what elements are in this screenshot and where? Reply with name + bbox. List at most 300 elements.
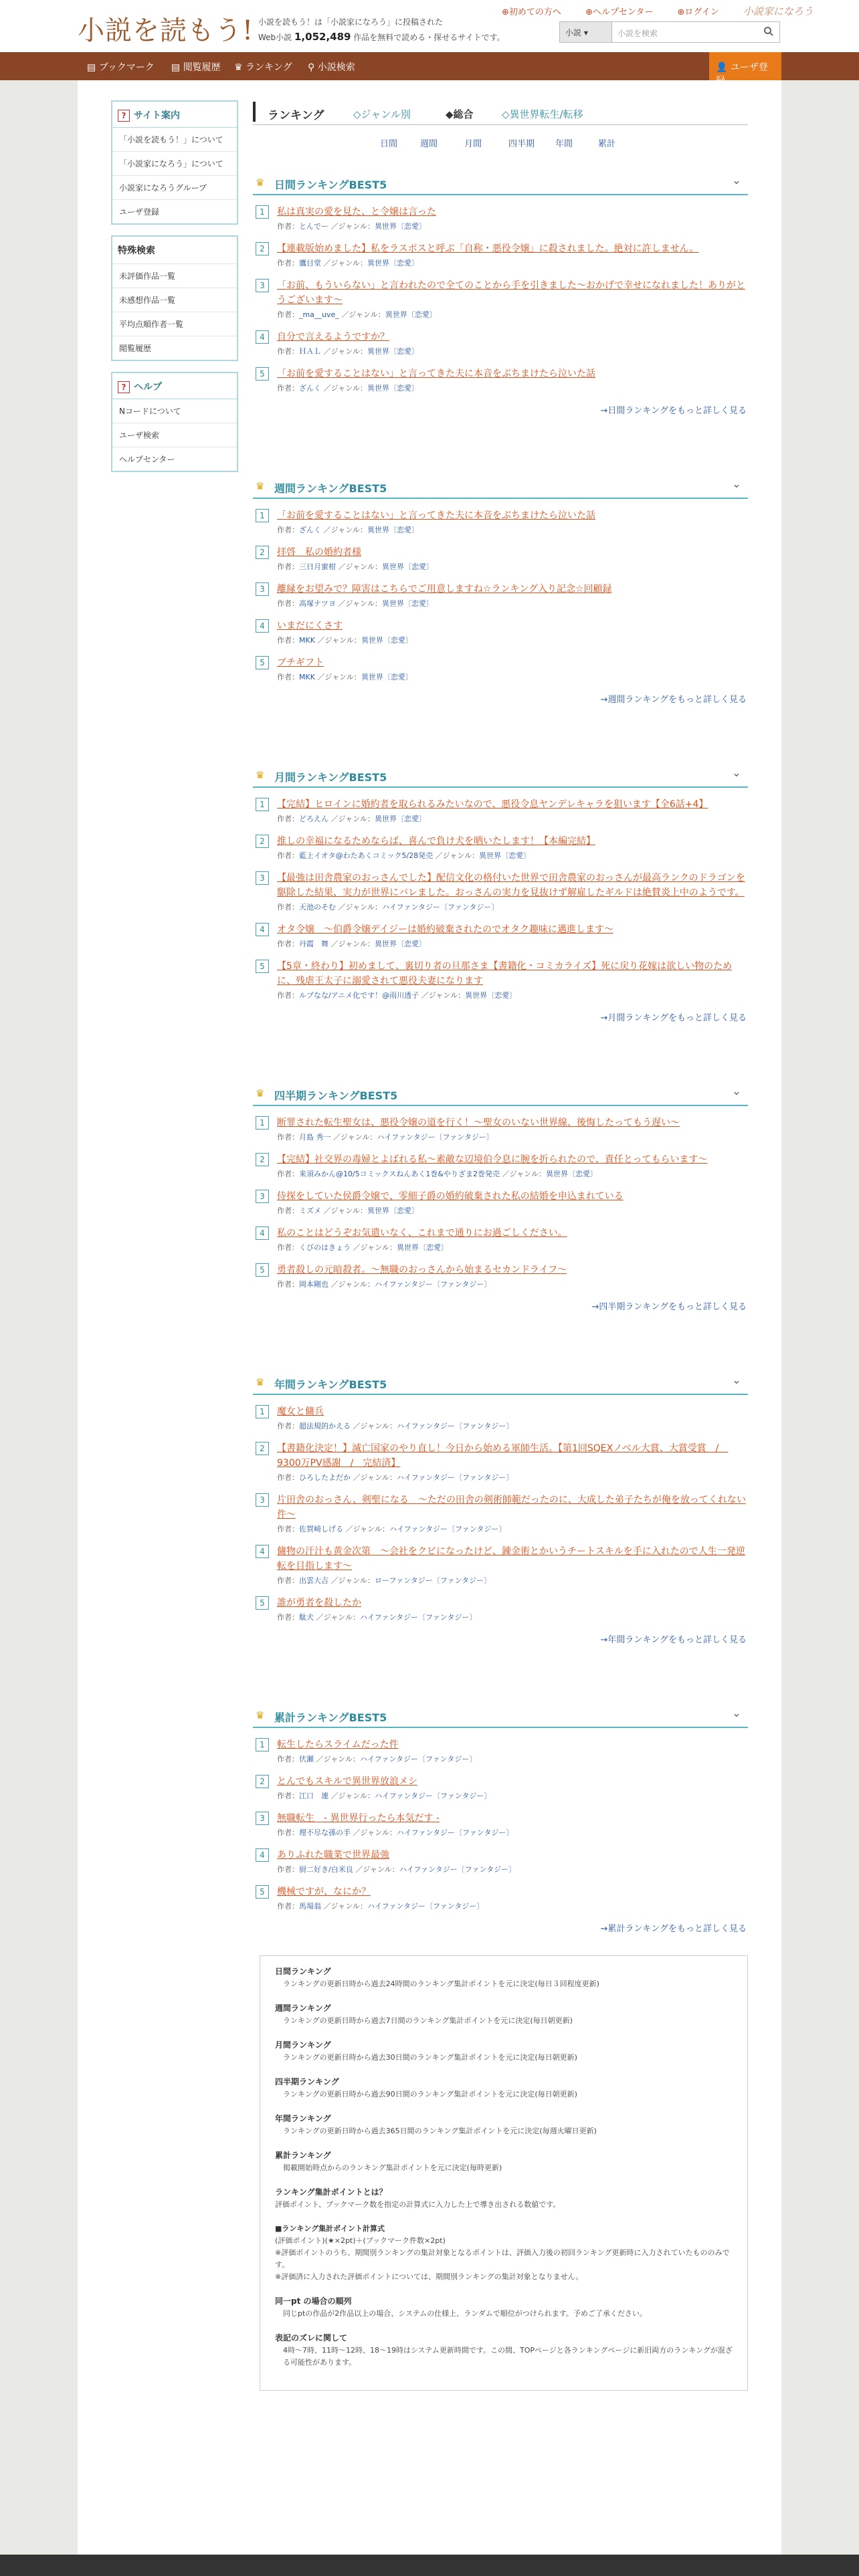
- ranking-entry: [253, 205, 748, 232]
- points-heading: ランキング集計ポイントとは？: [275, 2187, 387, 2197]
- rank-number: 3: [256, 279, 269, 292]
- author-label: 作者：: [277, 1280, 299, 1289]
- novel-title-link[interactable]: 私のことはどうぞお気遣いなく、これまで通りにお過ごしください。: [277, 1228, 567, 1239]
- login-link[interactable]: ⊕ログイン: [677, 7, 719, 17]
- novel-meta: [277, 1421, 748, 1432]
- period-monthly[interactable]: 月間: [464, 139, 482, 149]
- author-link[interactable]: 江口 連: [299, 1792, 328, 1800]
- nav-bookmark-label: ブックマーク: [98, 62, 155, 73]
- nav-ranking[interactable]: [234, 60, 292, 74]
- period-description-heading: 週間ランキング: [275, 2004, 331, 2013]
- rank-number: 1: [256, 205, 269, 219]
- genre-link[interactable]: ハイファンタジー〔ファンタジー〕: [367, 1902, 484, 1911]
- note-body: 同じptの作品が2作品以上の場合、システムの仕様上、ランダムで順位がつけられます。予めご了承ください。: [283, 2309, 647, 2318]
- novel-meta: [277, 1754, 748, 1765]
- ranking-section: [253, 1354, 748, 1645]
- more-link[interactable]: →週間ランキングをもっと詳しく見る: [600, 695, 747, 705]
- search-input[interactable]: 小説を検索: [617, 29, 658, 38]
- sidebar-item-group[interactable]: 小説家になろうグループ: [112, 176, 237, 200]
- sidebar: [111, 100, 238, 483]
- ranking-entry: [253, 922, 748, 950]
- desc-line-1: 小説を読もう！は「小説家になろう」に投稿された: [258, 17, 444, 27]
- genre-label: ／ジャンル：: [323, 1902, 368, 1911]
- genre-label: ／ジャンル：: [330, 222, 375, 231]
- rank-number: 2: [256, 1775, 269, 1788]
- sidebar-item-unrated[interactable]: 未評価作品一覧: [112, 264, 237, 288]
- novel-meta: [277, 635, 748, 646]
- author-label: 作者：: [277, 222, 299, 231]
- novel-title-link[interactable]: 誰が勇者を殺したか: [277, 1598, 361, 1608]
- footer-bar: [0, 2555, 859, 2576]
- genre-link[interactable]: ハイファンタジー〔ファンタジー〕: [382, 903, 499, 911]
- genre-link[interactable]: 異世界〔恋愛〕: [375, 815, 427, 823]
- ranking-header: [253, 95, 748, 124]
- ranking-entry: [253, 582, 748, 609]
- crown-icon: ♛: [256, 1087, 265, 1099]
- ranking-entry: [253, 1115, 748, 1143]
- genre-link[interactable]: 異世界〔恋愛〕: [545, 1170, 597, 1178]
- genre-link[interactable]: ハイファンタジー〔ファンタジー〕: [397, 1473, 514, 1482]
- rank-number: 2: [256, 835, 269, 848]
- novel-title-link[interactable]: 勇者殺しの元暗殺者。〜無職のおっさんから始まるセカンドライフ〜: [277, 1265, 567, 1275]
- genre-link[interactable]: 異世界〔恋愛〕: [375, 940, 427, 948]
- novel-title-link[interactable]: いまだにくさす: [277, 621, 343, 631]
- author-link[interactable]: どろえん: [299, 815, 328, 823]
- ranking-entry: [253, 1404, 748, 1432]
- author-link[interactable]: 来須みかん@10/5コミックスねんあく1巻&やりざま2巻発売: [299, 1170, 500, 1178]
- ranking-entry: [253, 508, 748, 536]
- genre-label: ／ジャンル：: [502, 1170, 546, 1178]
- genre-link[interactable]: ハイファンタジー〔ファンタジー〕: [399, 1865, 516, 1874]
- author-link[interactable]: 丹霞 舞: [299, 940, 328, 948]
- author-label: 作者：: [277, 1613, 299, 1622]
- period-description-body: 掲載開始時点からのランキング集計ポイントを元に決定(毎時更新): [283, 2163, 502, 2172]
- genre-label: ／ジャンル：: [338, 562, 383, 571]
- author-label: 作者：: [277, 851, 299, 860]
- period-description: [275, 2149, 733, 2174]
- period-description-heading: 年間ランキング: [275, 2114, 331, 2123]
- chevron-down-icon[interactable]: ⌄: [731, 1707, 741, 1720]
- novel-title-link[interactable]: 【最強は田舎農家のおっさんでした】配信文化の格付いた世界で田舎農家のおっさんが最高ランクのドラゴンを駆除した結果、実力が世界にバレました。おっさんの実力を見抜けず解雇したギルドは絶賛炎上中のようです。: [277, 873, 745, 898]
- genre-link[interactable]: ハイファンタジー〔ファンタジー〕: [397, 1422, 514, 1430]
- section-title: 週間ランキングBEST5: [274, 482, 387, 495]
- author-label: 作者：: [277, 1243, 299, 1252]
- top-links: [502, 4, 824, 18]
- rank-number: 2: [256, 1442, 269, 1455]
- author-label: 作者：: [277, 1828, 299, 1837]
- history-icon: ▤: [171, 62, 181, 73]
- novel-title-link[interactable]: 機械ですが、なにか？: [277, 1887, 371, 1897]
- author-label: 作者：: [277, 1525, 299, 1533]
- sidebar-item-help-center[interactable]: ヘルプセンター: [119, 455, 175, 464]
- genre-link[interactable]: 異世界〔恋愛〕: [381, 599, 434, 608]
- tab-overall[interactable]: ◆総合: [446, 108, 474, 120]
- novel-title-link[interactable]: 無職転生 - 異世界行ったら本気だす -: [277, 1813, 440, 1824]
- rank-number: 4: [256, 1226, 269, 1240]
- genre-link[interactable]: ローファンタジー〔ファンタジー〕: [375, 1576, 492, 1585]
- author-link[interactable]: 伏瀬: [299, 1755, 314, 1763]
- genre-label: ／ジャンル：: [316, 1755, 361, 1763]
- rank-number: 4: [256, 923, 269, 936]
- author-link[interactable]: 岡本剛也: [299, 1280, 328, 1289]
- author-label: 作者：: [277, 1206, 299, 1215]
- rank-number: 2: [256, 242, 269, 255]
- title-bar: [253, 102, 256, 122]
- ranking-entry: [253, 366, 748, 394]
- ranking-entry: [253, 1544, 748, 1586]
- search-box: [559, 21, 780, 43]
- author-link[interactable]: MKK: [299, 673, 315, 681]
- author-label: 作者：: [277, 562, 299, 571]
- novel-title-link[interactable]: 推しの幸福になるためならば、喜んで負け犬を晒いたします！【本編完結】: [277, 836, 595, 847]
- novel-title-link[interactable]: 「お前を愛することはない」と言ってきた夫に本音をぶちまけたら泣いた話: [277, 510, 595, 521]
- novel-meta: [277, 599, 748, 609]
- ranking-entry: [253, 241, 748, 269]
- novel-title-link[interactable]: 転生したらスライムだった件: [277, 1739, 399, 1750]
- genre-label: ／ジャンル：: [353, 1422, 397, 1430]
- genre-label: ／ジャンル：: [333, 1133, 377, 1142]
- help-title-text: ヘルプ: [134, 382, 162, 393]
- rank-number: 1: [256, 1116, 269, 1130]
- points-formula: [275, 2223, 733, 2283]
- genre-link[interactable]: 異世界〔恋愛〕: [375, 222, 427, 231]
- genre-link[interactable]: 異世界〔恋愛〕: [367, 259, 419, 267]
- chevron-down-icon[interactable]: ⌄: [731, 1374, 741, 1387]
- genre-link[interactable]: ハイファンタジー〔ファンタジー〕: [375, 1792, 492, 1800]
- section-title: 年間ランキングBEST5: [274, 1378, 387, 1391]
- period-description: [275, 2002, 733, 2027]
- site-description: [258, 15, 505, 45]
- rank-number: 1: [256, 509, 269, 522]
- sidebar-item-user-search[interactable]: ユーザ検索: [112, 423, 237, 447]
- nav-search[interactable]: [308, 60, 355, 74]
- novel-title-link[interactable]: 【完結】社交界の毒婦とよばれる私〜素敵な辺境伯令息に腕を折られたので、責任とってもらいます〜: [277, 1154, 708, 1165]
- genre-link[interactable]: ハイファンタジー〔ファンタジー〕: [375, 1280, 492, 1289]
- help-box: [111, 372, 238, 472]
- author-label: 作者：: [277, 1133, 299, 1142]
- novel-meta: [277, 221, 748, 232]
- author-link[interactable]: _ma__uve_: [299, 310, 339, 319]
- genre-link[interactable]: 異世界〔恋愛〕: [367, 347, 419, 356]
- period-total[interactable]: 累計: [598, 139, 616, 149]
- author-link[interactable]: ひろしたよだか: [299, 1473, 351, 1482]
- section-header[interactable]: [253, 1687, 748, 1728]
- novel-title-link[interactable]: 私は真実の愛を見た、と令嬢は言った: [277, 207, 436, 217]
- genre-link[interactable]: 異世界〔恋愛〕: [361, 636, 413, 645]
- help-center-link[interactable]: ⊕ヘルプセンター: [585, 7, 654, 17]
- nav-bookmark[interactable]: [87, 60, 155, 74]
- chevron-down-icon[interactable]: ⌄: [731, 766, 741, 780]
- ranking-entry: [253, 871, 748, 913]
- author-link[interactable]: 高塚ナツヨ: [299, 599, 336, 608]
- section-header[interactable]: [253, 154, 748, 195]
- novel-title-link[interactable]: 侍探をしていた侯爵令嬢で、零細子爵の婚約破棄された私の結婚を申込まれている: [277, 1191, 624, 1202]
- user-register-button[interactable]: [709, 52, 781, 80]
- genre-link[interactable]: 異世界〔恋愛〕: [465, 991, 517, 1000]
- genre-label: ／ジャンル：: [330, 1792, 375, 1800]
- rank-number: 5: [256, 1596, 269, 1610]
- section-title: 四半期ランキングBEST5: [274, 1089, 398, 1102]
- genre-label: ／ジャンル：: [338, 903, 383, 911]
- rank-number: 1: [256, 798, 269, 811]
- more-link[interactable]: →四半期ランキングをもっと詳しく見る: [591, 1302, 747, 1312]
- genre-link[interactable]: 異世界〔恋愛〕: [479, 851, 531, 860]
- genre-link[interactable]: ハイファンタジー〔ファンタジー〕: [360, 1613, 477, 1622]
- author-label: 作者：: [277, 1170, 299, 1178]
- author-link[interactable]: 月島 秀一: [299, 1133, 331, 1142]
- genre-label: ／ジャンル：: [330, 815, 375, 823]
- author-link[interactable]: 三日月蜜柑: [299, 562, 336, 571]
- novel-title-link[interactable]: とんでもスキルで異世界放浪メシ: [277, 1776, 417, 1787]
- author-label: 作者：: [277, 310, 299, 319]
- register-label: ユーザ登: [730, 62, 768, 73]
- question-icon: ?: [118, 381, 130, 393]
- period-links: [253, 124, 748, 154]
- genre-link[interactable]: ハイファンタジー〔ファンタジー〕: [397, 1828, 514, 1837]
- author-link[interactable]: 理不尽な孫の手: [299, 1828, 351, 1837]
- genre-label: ／ジャンル：: [323, 526, 368, 534]
- period-quarterly[interactable]: 四半期: [508, 139, 535, 149]
- section-header[interactable]: [253, 746, 748, 788]
- novel-meta: [277, 346, 748, 357]
- nav-search-label: 小説検索: [317, 62, 355, 73]
- genre-label: ／ジャンル：: [323, 347, 368, 356]
- tab-genre[interactable]: ◇ジャンル別: [353, 108, 411, 120]
- genre-label: ／ジャンル：: [323, 259, 368, 267]
- sidebar-item-register[interactable]: ユーザ登録: [119, 207, 160, 217]
- novel-title-link[interactable]: オタ令嬢 〜伯爵令嬢デイジーは婚約破棄されたのでオタク趣味に邁進します〜: [277, 924, 614, 935]
- rank-number: 4: [256, 1545, 269, 1558]
- ranking-entry: [253, 834, 748, 861]
- genre-link[interactable]: ハイファンタジー〔ファンタジー〕: [377, 1133, 494, 1142]
- sidebar-item-about-narou[interactable]: 「小説家になろう」について: [112, 152, 237, 176]
- rank-number: 3: [256, 1812, 269, 1825]
- search-type-value: 小説: [565, 28, 582, 37]
- more-link[interactable]: →月間ランキングをもっと詳しく見る: [600, 1013, 747, 1023]
- sidebar-item-ncode[interactable]: Nコードについて: [112, 399, 237, 423]
- author-link[interactable]: 馬場翁: [299, 1902, 321, 1911]
- desc-line-2: [258, 29, 505, 45]
- special-search-title: 特殊検索: [112, 237, 237, 264]
- rank-number: 5: [256, 960, 269, 973]
- genre-label: ／ジャンル：: [323, 1206, 368, 1215]
- author-label: 作者：: [277, 1422, 299, 1430]
- period-yearly[interactable]: 年間: [555, 139, 573, 149]
- novel-title-link[interactable]: 【5章・終わり】初めまして、裏切り者の旦那さま【書籍化・コミカライズ】死に戻り花嫁は欲しい物のために、残虐王太子に溺愛されて悪役夫妻になります: [277, 961, 733, 986]
- narou-brand-link[interactable]: 小説家になろう: [743, 5, 814, 17]
- novel-count: 1,052,489: [294, 31, 351, 43]
- genre-label: ／ジャンル：: [317, 673, 361, 681]
- novel-meta: [277, 1828, 748, 1838]
- ranking-entry: [253, 1596, 748, 1623]
- ranking-entry: [253, 1493, 748, 1535]
- sidebar-item-no-comments[interactable]: 未感想作品一覧: [112, 288, 237, 312]
- novel-meta: [277, 525, 748, 536]
- bookmark-icon: ▤: [87, 62, 96, 73]
- site-guide-box: [111, 100, 238, 225]
- period-weekly[interactable]: 週間: [420, 139, 438, 149]
- search-type-select[interactable]: 小説 ▾: [560, 22, 612, 42]
- rank-number: 5: [256, 1885, 269, 1899]
- novel-meta: [277, 1612, 748, 1623]
- period-descriptions: [275, 1965, 733, 2174]
- author-label: 作者：: [277, 384, 299, 393]
- genre-label: ／ジャンル：: [330, 1280, 375, 1289]
- points-explanation: [275, 2186, 733, 2211]
- sidebar-item-about-yomou[interactable]: 「小説を読もう！」について: [112, 128, 237, 152]
- author-link[interactable]: 鷹目堂: [299, 259, 321, 267]
- ranking-sections: [253, 154, 748, 1934]
- search-icon[interactable]: [763, 26, 774, 37]
- desc-prefix: Web小説: [258, 33, 292, 42]
- author-link[interactable]: 藍上イオタ@わたあくコミック5/28発売: [299, 851, 434, 860]
- genre-link[interactable]: 異世界〔恋愛〕: [361, 673, 413, 681]
- section-title: 日間ランキングBEST5: [274, 179, 387, 191]
- page-title: ランキング: [268, 109, 324, 122]
- genre-label: ／ジャンル：: [421, 991, 466, 1000]
- author-label: 作者：: [277, 1576, 299, 1585]
- genre-label: ／ジャンル：: [355, 1865, 399, 1874]
- page-body: [78, 80, 781, 2555]
- genre-link[interactable]: 異世界〔恋愛〕: [385, 310, 437, 319]
- site-logo[interactable]: 小説を読もう!: [78, 15, 254, 46]
- author-link[interactable]: とんでー: [299, 222, 328, 231]
- novel-title-link[interactable]: 【連載版始めました】私をラスボスと呼ぶ「自称・悪役令嬢」に殺されました。絶対に許しません。: [277, 243, 699, 254]
- period-description-body: ランキングの更新日時から過去30日間のランキング集計ポイントを元に決定(毎日朝更新): [283, 2053, 577, 2062]
- first-time-link[interactable]: ⊕初めての方へ: [502, 7, 561, 17]
- author-link[interactable]: 駄犬: [299, 1613, 314, 1622]
- novel-title-link[interactable]: 魔女と傭兵: [277, 1406, 324, 1417]
- genre-link[interactable]: 異世界〔恋愛〕: [382, 562, 434, 571]
- ranking-entry: [253, 1189, 748, 1216]
- author-label: 作者：: [277, 1473, 299, 1482]
- author-link[interactable]: くびのはきょう: [299, 1243, 351, 1252]
- period-description: [275, 2076, 733, 2101]
- novel-title-link[interactable]: 断罪された転生聖女は、悪役令嬢の道を行く！〜聖女のいない世界線、後悔したってもう遅い〜: [277, 1117, 680, 1128]
- ranking-entry: [253, 797, 748, 825]
- novel-meta: [277, 1243, 748, 1253]
- question-icon: ?: [118, 110, 130, 122]
- author-link[interactable]: ざんく: [299, 526, 321, 534]
- nav-history[interactable]: [171, 60, 221, 74]
- period-daily[interactable]: 日間: [380, 139, 398, 149]
- genre-label: ／ジャンル：: [353, 1828, 397, 1837]
- author-label: 作者：: [277, 1792, 299, 1800]
- novel-title-link[interactable]: 自分で言えるようですか？: [277, 332, 389, 342]
- novel-title-link[interactable]: 片田舎のおっさん、剣聖になる 〜ただの田舎の剣術師範だったのに、大成した弟子たちが俺を放ってくれない件〜: [277, 1495, 746, 1520]
- genre-link[interactable]: ハイファンタジー〔ファンタジー〕: [389, 1525, 506, 1533]
- author-link[interactable]: ミズメ: [299, 1206, 321, 1215]
- genre-link[interactable]: ハイファンタジー〔ファンタジー〕: [360, 1755, 477, 1763]
- author-link[interactable]: 佐賀崎しげる: [299, 1525, 343, 1533]
- novel-meta: [277, 1132, 748, 1143]
- more-link[interactable]: →累計ランキングをもっと詳しく見る: [600, 1924, 747, 1934]
- tab-overall-label: 総合: [453, 108, 474, 120]
- note-heading: 同一pt の場合の順列: [275, 2296, 352, 2306]
- ranking-section: [253, 1065, 748, 1312]
- novel-title-link[interactable]: ありふれた職業で世界最強: [277, 1850, 389, 1860]
- genre-link[interactable]: 異世界〔恋愛〕: [367, 1206, 419, 1215]
- ranking-entry: [253, 959, 748, 1001]
- author-label: 作者：: [277, 259, 299, 267]
- novel-title-link[interactable]: 「お前、もういらない」と言われたので全てのことから手を引きました〜おかげで幸せになれました！ありがとうございます〜: [277, 280, 745, 306]
- note-block: [275, 2295, 733, 2320]
- author-label: 作者：: [277, 526, 299, 534]
- novel-title-link[interactable]: 【書籍化決定！】滅亡国家のやり直し！今日から始める軍師生活。【第1回SQEXノベル大賞、大賞受賞 / 9300万PV感謝 / 完結済】: [277, 1443, 729, 1469]
- author-link[interactable]: 出雲大吉: [299, 1576, 328, 1585]
- chevron-down-icon[interactable]: ⌄: [731, 174, 741, 187]
- author-link[interactable]: 超法規的かえる: [299, 1422, 351, 1430]
- novel-title-link[interactable]: ブチギフト: [277, 657, 324, 668]
- author-label: 作者：: [277, 673, 299, 681]
- sidebar-item-avg-authors[interactable]: 平均点順作者一覧: [112, 312, 237, 336]
- desc-suffix: 作品を無料で読める・探せるサイトです。: [353, 33, 505, 42]
- author-label: 作者：: [277, 636, 299, 645]
- author-link[interactable]: ルブなな/アニメ化です！@雨川透子: [299, 991, 419, 1000]
- period-description-body: ランキングの更新日時から過去365日間のランキング集計ポイントを元に決定(毎週火曜日更新): [283, 2127, 597, 2135]
- author-label: 作者：: [277, 815, 299, 823]
- ranking-entry: [253, 278, 748, 320]
- chevron-down-icon[interactable]: ⌄: [731, 477, 741, 491]
- more-link[interactable]: →日間ランキングをもっと詳しく見る: [600, 406, 747, 416]
- section-title: 月間ランキングBEST5: [274, 771, 387, 784]
- formula-note-1: ※評価ポイントのうち、期間別ランキングの集計対象となるポイントは、評価入力後の初回ランキング更新時に入力されていたもののみです。: [275, 2248, 730, 2269]
- author-label: 作者：: [277, 1865, 299, 1874]
- section-header[interactable]: [253, 457, 748, 499]
- rank-number: 5: [256, 656, 269, 669]
- tab-isekai[interactable]: ◇異世界転生/転移: [502, 108, 583, 120]
- genre-label: ／ジャンル：: [317, 636, 361, 645]
- genre-label: ／ジャンル：: [316, 1613, 361, 1622]
- tab-genre-label: ジャンル別: [361, 108, 411, 120]
- rank-number: 3: [256, 1190, 269, 1203]
- ranking-entry: [253, 1737, 748, 1765]
- author-link[interactable]: 厨二好き/白米良: [299, 1865, 353, 1874]
- section-header[interactable]: [253, 1354, 748, 1395]
- author-link[interactable]: 天池のそむ: [299, 903, 336, 911]
- sidebar-item-history[interactable]: 閲覧履歴: [119, 344, 152, 353]
- novel-title-link[interactable]: 傭物の汗汁も黄金次第 〜会社をクビになったけど、錬金術とかいうチートスキルを手に入れたので人生一発逆転を目指します〜: [277, 1546, 745, 1572]
- formula-heading: ■ランキング集計ポイント計算式: [275, 2224, 385, 2233]
- author-link[interactable]: MKK: [299, 636, 315, 645]
- genre-link[interactable]: 異世界〔恋愛〕: [397, 1243, 449, 1252]
- genre-label: ／ジャンル：: [353, 1243, 397, 1252]
- author-link[interactable]: ざんく: [299, 384, 321, 393]
- genre-link[interactable]: 異世界〔恋愛〕: [367, 526, 419, 534]
- rank-number: 3: [256, 871, 269, 885]
- crown-icon: ♛: [256, 1709, 265, 1721]
- author-link[interactable]: ＨＡＬ: [299, 347, 321, 356]
- author-label: 作者：: [277, 599, 299, 608]
- novel-meta: [277, 939, 748, 950]
- more-link[interactable]: →年間ランキングをもっと詳しく見る: [600, 1635, 747, 1645]
- novel-title-link[interactable]: 拝啓 私の婚約者様: [277, 547, 361, 558]
- crown-icon: ♛: [256, 480, 265, 492]
- genre-link[interactable]: 異世界〔恋愛〕: [367, 384, 419, 393]
- ranking-entry: [253, 1152, 748, 1180]
- nav-history-label: 閲覧履歴: [183, 62, 221, 73]
- novel-title-link[interactable]: 「お前を愛することはない」と言ってきた夫に本音をぶちまけたら泣いた話: [277, 368, 595, 379]
- chevron-down-icon[interactable]: ⌄: [731, 1085, 741, 1098]
- novel-title-link[interactable]: 離縁をお望みで？障害はこちらでご用意しますね☆ランキング入り記念☆回顧録: [277, 584, 612, 595]
- crown-icon: ♛: [256, 1376, 265, 1388]
- novel-meta: [277, 258, 748, 269]
- novel-meta: [277, 1901, 748, 1912]
- novel-title-link[interactable]: 【完結】ヒロインに婚約者を取られるみたいなので、悪役令息ヤンデレキャラを狙います【全6話+4】: [277, 799, 708, 810]
- rank-number: 1: [256, 1738, 269, 1751]
- section-header[interactable]: [253, 1065, 748, 1106]
- section-title: 累計ランキングBEST5: [274, 1711, 387, 1724]
